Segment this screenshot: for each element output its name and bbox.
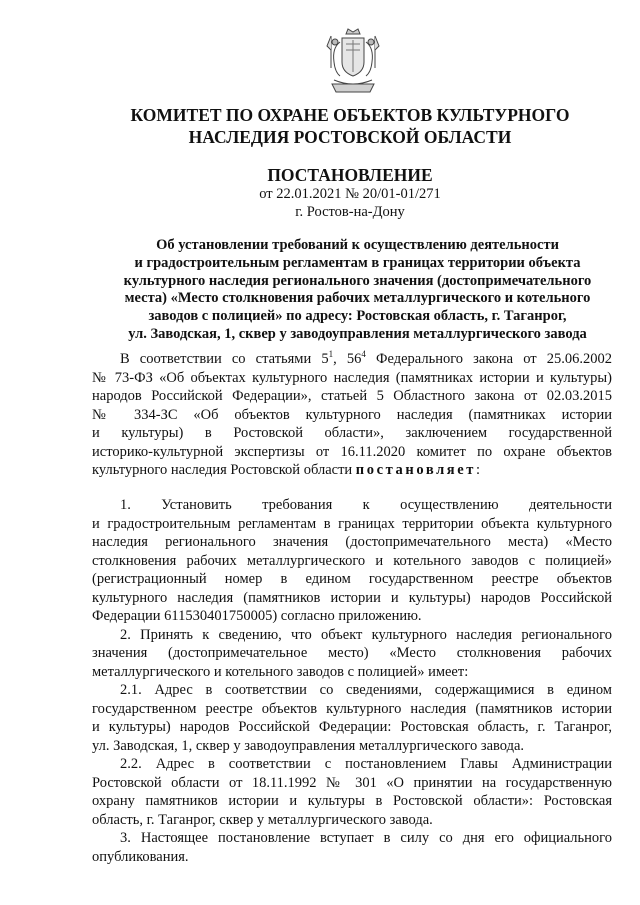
text-line: и культуры) в Ростовской области», заключением государственной (92, 425, 612, 441)
document-meta (60, 185, 640, 221)
text-line: народов Российской Федерации», статьей 5 Областного закона от 02.03.2015 (92, 388, 612, 404)
decree-items (92, 496, 612, 866)
preamble-paragraph (92, 350, 612, 480)
text-line: № 73-ФЗ «Об объектах культурного наследия (памятниках истории и культуры) (92, 369, 612, 386)
text-line: № 334-ЗС «Об объектов культурного наследия (памятниках истории (92, 406, 612, 423)
item-1-line: столкновения рабочих металлургического и котельного заводов с полицией» (92, 552, 612, 569)
item-2-line: металлургического и котельного заводов с полицией» имеет: (92, 663, 469, 680)
item-2-1-line: ул. Заводская, 1, сквер у заводоуправления металлургического завода. (92, 737, 525, 754)
document-type: ПОСТАНОВЛЕНИЕ (267, 165, 433, 185)
text-line: В соответствии со статьями $5^1$, $56^4$ Федерального закона от 25.06.2002 (120, 349, 612, 367)
item-3-line: опубликования. (92, 848, 189, 865)
item-2-2-line: область, г. Таганрог, сквер у металлургического завода. (92, 811, 433, 828)
organization-name-line: НАСЛЕДИЯ РОСТОВСКОЙ ОБЛАСТИ (188, 127, 512, 147)
text-line: культурного наследия Ростовской области постановляет: (92, 462, 481, 478)
item-1-line: культурного наследия (памятников истории и культуры) народов Российской (92, 589, 612, 606)
title-line: ул. Заводская, 1, сквер у заводоуправления металлургического завода (128, 325, 587, 342)
document-title (100, 237, 615, 344)
title-line: и градостроительным регламентам в границах территории объекта (134, 254, 581, 271)
item-1-line: и градостроительным регламентам в границах территории объекта культурного (92, 515, 612, 532)
item-1-line: (регистрационный номер в едином государственном реестре объектов (92, 571, 612, 587)
item-2-2-line: охрану памятников истории и культуры в Ростовской области»: Ростовская (92, 793, 612, 809)
item-2-2-line: 2.2. Адрес в соответствии с постановлением Главы Администрации (120, 756, 612, 772)
item-2-1-line: 2.1. Адрес в соответствии со сведениями, содержащимися в едином (120, 682, 612, 698)
document-city: г. Ростов-на-Дону (295, 204, 405, 220)
item-3-line: 3. Настоящее постановление вступает в силу со дня его официального (120, 830, 612, 846)
title-line: Об установлении требований к осуществлению деятельности (156, 237, 559, 253)
item-2-line: 2. Принять к сведению, что объект культурного наследия регионального (120, 626, 612, 643)
item-1-line: 1. Установить требования к осуществлению деятельности (120, 497, 612, 513)
text-line: историко-культурной экспертизы от 16.11.2020 комитет по охране объектов (92, 443, 612, 460)
item-2-2-line: Ростовской области от 18.11.1992 № 301 «О принятии на государственную (92, 774, 612, 791)
title-line: места) «Место столкновения рабочих металлургического и котельного (124, 290, 591, 307)
coat-of-arms-icon (326, 28, 380, 96)
item-1-line: Федерации 611530401750005) согласно приложению. (92, 608, 422, 624)
organization-name (60, 104, 640, 148)
title-line: заводов с полицией» по адресу: Ростовская область, г. Таганрог, (148, 308, 567, 325)
document-date-number: от 22.01.2021 № 20/01-01/271 (259, 186, 441, 202)
organization-name-line: КОМИТЕТ ПО ОХРАНЕ ОБЪЕКТОВ КУЛЬТУРНОГО (130, 105, 570, 125)
title-line: культурного наследия регионального значения (достопримечательного (123, 272, 592, 289)
item-1-line: наследия регионального значения (достопримечательного места) «Место (92, 534, 612, 550)
item-2-line: значения (достопримечательное место) «Место столкновения рабочих (92, 645, 612, 661)
decree-keyword: постановляет (355, 462, 477, 478)
item-2-1-line: государственном реестре объектов культурного наследия (памятников истории (92, 700, 612, 717)
item-2-1-line: и культуры) народов Российской Федерации: Ростовская область, г. Таганрог, (92, 719, 612, 735)
